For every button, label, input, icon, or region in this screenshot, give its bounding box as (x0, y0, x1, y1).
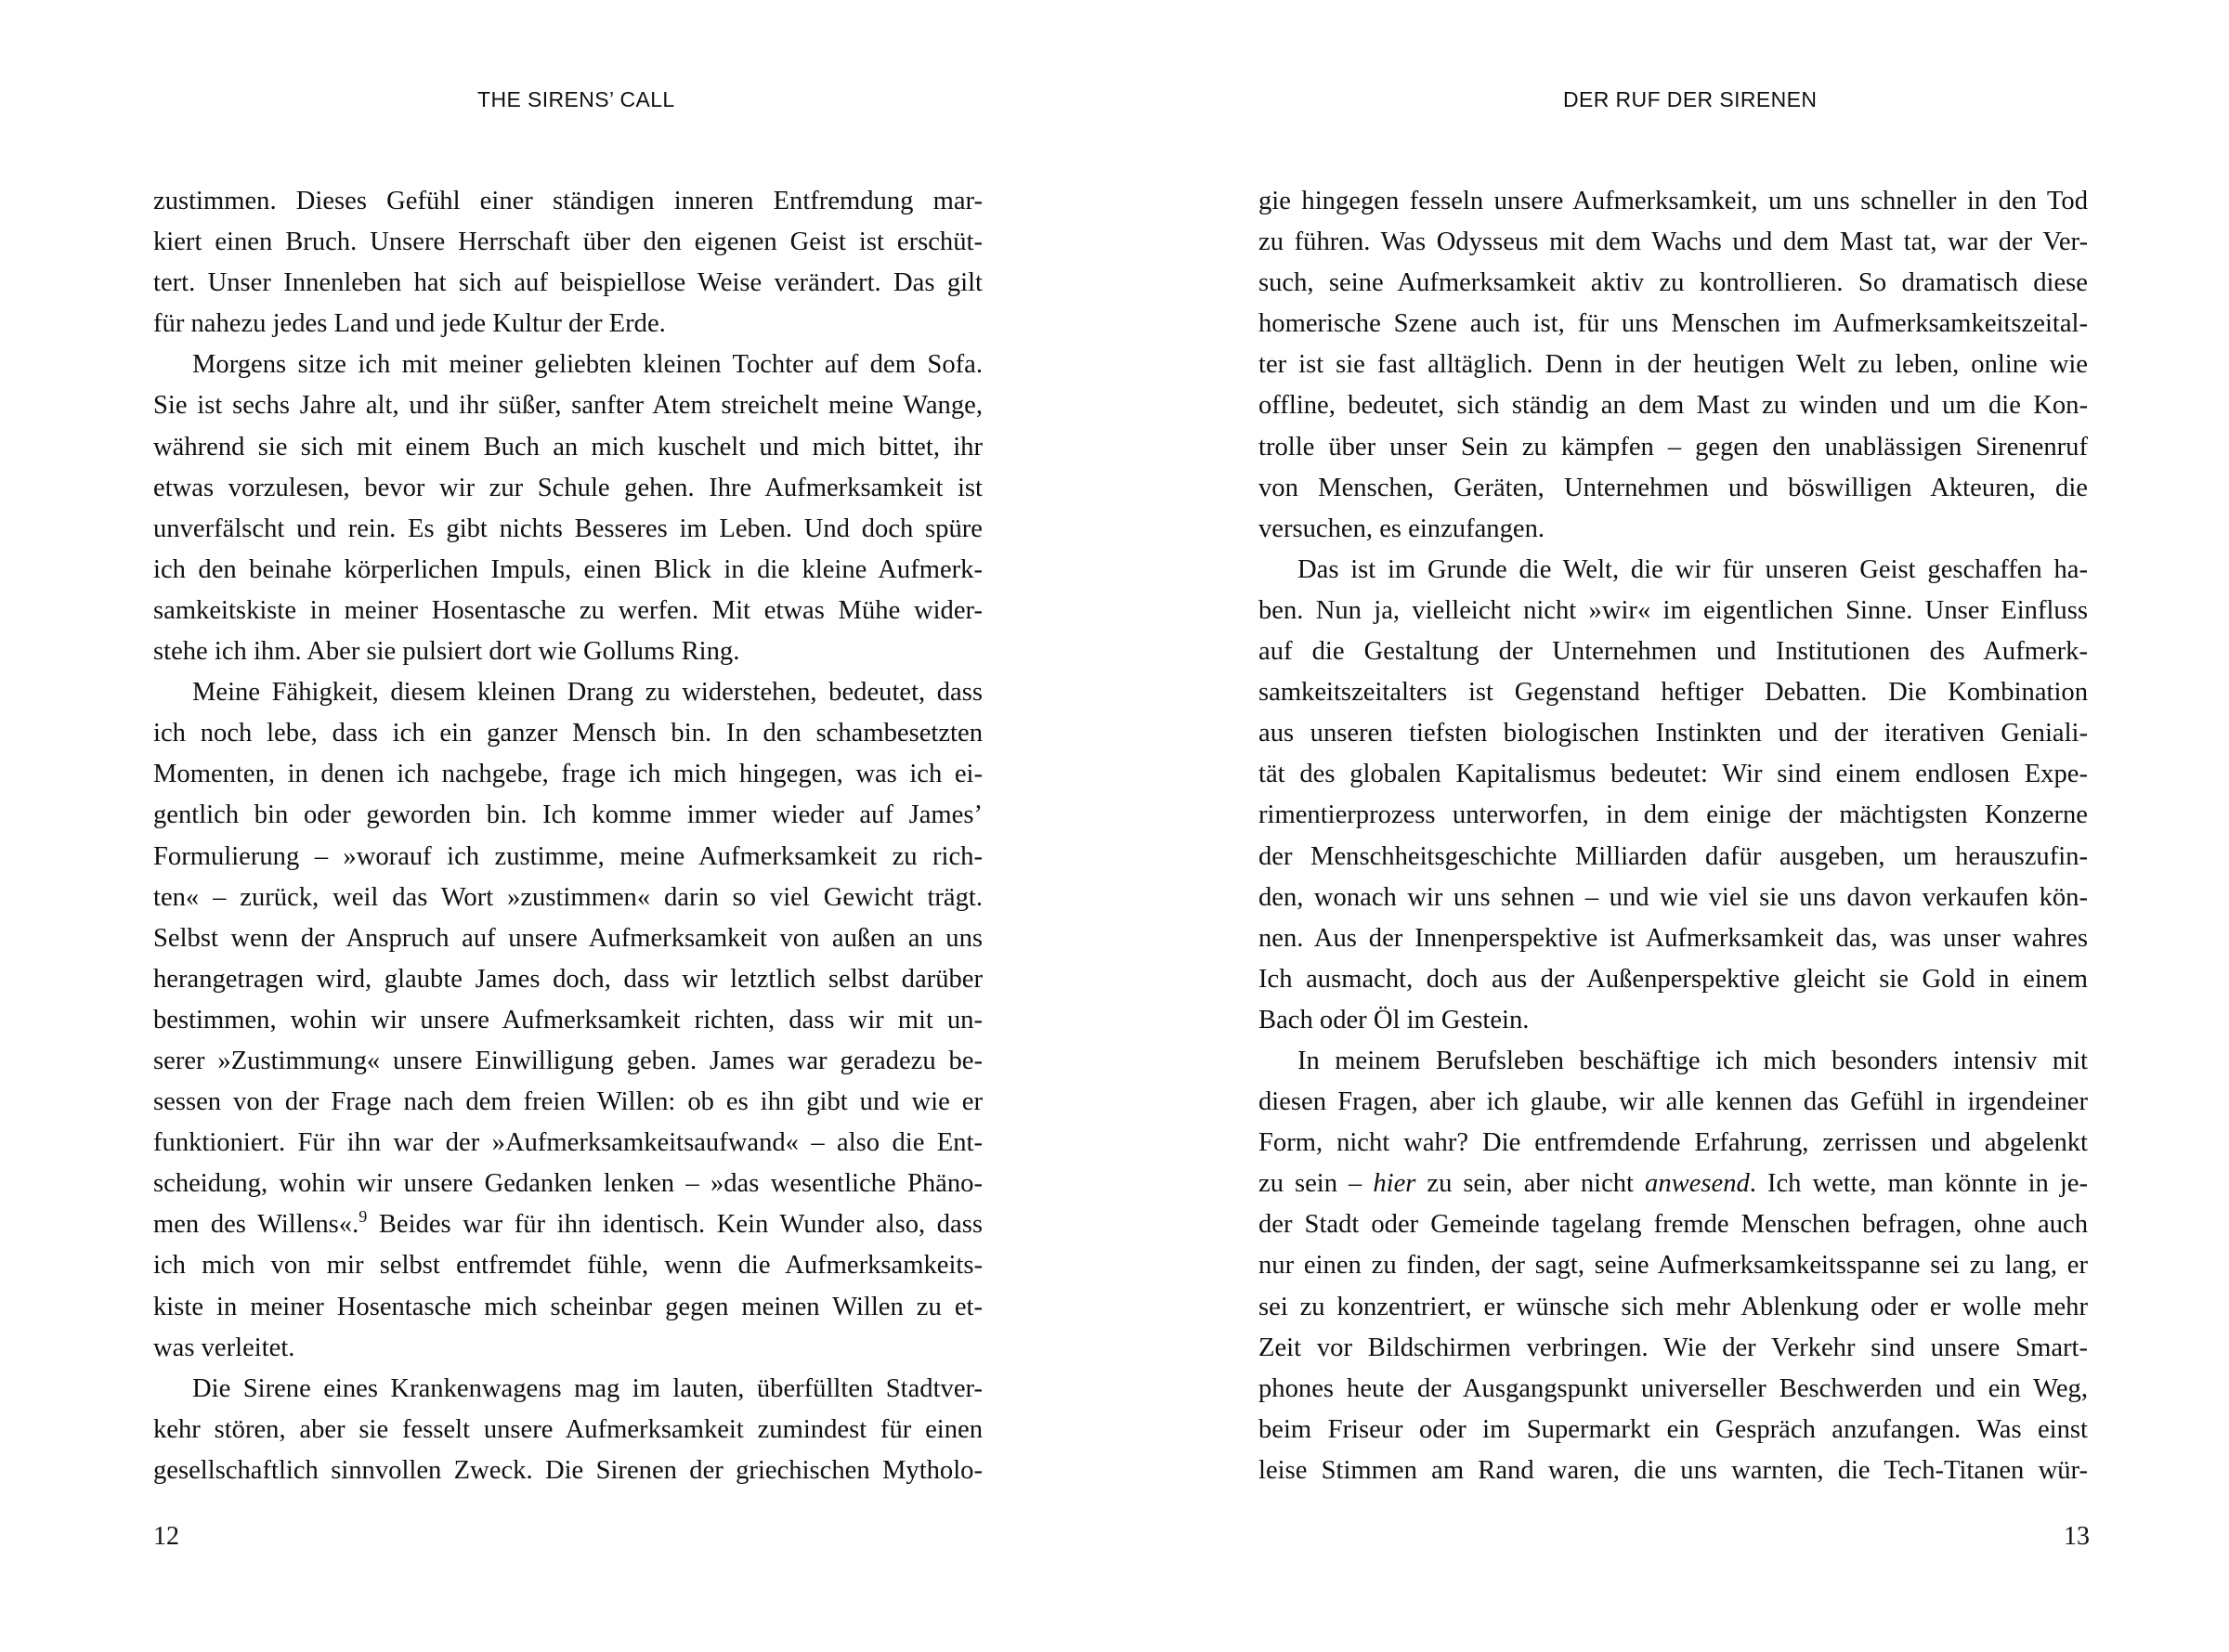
text-line: sessen von der Frage nach dem freien Willen: ob es ihn gibt und wie er (153, 1087, 983, 1117)
text-fragment: zu sein, aber nicht (1415, 1169, 1646, 1199)
running-head: DER RUF DER SIRENEN (1563, 87, 1818, 111)
text-line: Form, nicht wahr? Die entfremdende Erfahrung, zerrissen und abgelenkt (1258, 1128, 2088, 1158)
text-line: tät des globalen Kapitalismus bedeutet: Wir sind einem endlosen Expe- (1258, 760, 2088, 789)
text-line: nur einen zu finden, der sagt, seine Aufmerksamkeitsspanne sei zu lang, er (1258, 1251, 2088, 1281)
text-line: ten« – zurück, weil das Wort »zustimmen« darin so viel Gewicht trägt. (153, 882, 983, 912)
text-fragment: zu sein – (1258, 1169, 1374, 1199)
text-line: Die Sirene eines Krankenwagens mag im lauten, überfüllten Stadtver- (192, 1373, 983, 1403)
text-line (153, 1204, 983, 1245)
text-line: unverfälscht und rein. Es gibt nichts Besseres im Leben. Und doch spüre (153, 514, 983, 543)
text-line: der Stadt oder Gemeinde tagelang fremde Menschen befragen, ohne auch (1258, 1210, 2088, 1240)
italic-emphasis: anwesend (1645, 1169, 1750, 1199)
text-line: Sie ist sechs Jahre alt, und ihr süßer, sanfter Atem streichelt meine Wange, (153, 391, 983, 421)
text-line: kiste in meiner Hosentasche mich scheinbar gegen meinen Willen zu et- (153, 1292, 983, 1321)
text-line: Zeit vor Bildschirmen verbringen. Wie der Verkehr sind unsere Smart- (1258, 1333, 2088, 1362)
text-line: zu führen. Was Odysseus mit dem Wachs und dem Mast tat, war der Ver- (1258, 228, 2088, 257)
text-line: Selbst wenn der Anspruch auf unsere Aufmerksamkeit von außen an uns (153, 923, 983, 953)
text-line: phones heute der Ausgangspunkt universeller Beschwerden und ein Weg, (1258, 1373, 2088, 1403)
text-line: scheidung, wohin wir unsere Gedanken lenken – »das wesentliche Phäno- (153, 1169, 983, 1199)
text-line: Meine Fähigkeit, diesem kleinen Drang zu widerstehen, bedeutet, dass (192, 678, 983, 708)
text-line: bestimmen, wohin wir unsere Aufmerksamkeit richten, dass wir mit un- (153, 1005, 983, 1034)
text-line: aus unseren tiefsten biologischen Instinkten und der iterativen Geniali- (1258, 719, 2088, 748)
text-line: ich den beinahe körperlichen Impuls, einen Blick in die kleine Aufmerk- (153, 554, 983, 584)
left-page (0, 0, 1114, 1652)
text-line: leise Stimmen am Rand waren, die uns warnten, die Tech-Titanen wür- (1258, 1455, 2088, 1485)
body-text (153, 181, 983, 1491)
running-head: THE SIRENS’ CALL (477, 87, 675, 111)
text-line: von Menschen, Geräten, Unternehmen und böswilligen Akteuren, die (1258, 473, 2088, 502)
text-fragment: . Ich wette, man könnte in je- (1749, 1169, 2088, 1199)
text-line: diesen Fragen, aber ich glaube, wir alle kennen das Gefühl in irgendeiner (1258, 1087, 2088, 1117)
text-line: zustimmen. Dieses Gefühl einer ständigen inneren Entfremdung mar- (153, 187, 983, 215)
text-line: sei zu konzentriert, er wünsche sich mehr Ablenkung oder er wolle mehr (1258, 1292, 2088, 1321)
text-line: tert. Unser Innenleben hat sich auf beispiellose Weise verändert. Das gilt (153, 268, 983, 298)
text-line: den, wonach wir uns sehnen – und wie viel sie uns davon verkaufen kön- (1258, 882, 2088, 912)
text-line: ich noch lebe, dass ich ein ganzer Mensch bin. In den schambesetzten (153, 719, 983, 748)
text-line: stehe ich ihm. Aber sie pulsiert dort wie Gollums Ring. (153, 637, 740, 667)
text-line: Momenten, in denen ich nachgebe, frage ich mich hingegen, was ich ei- (153, 760, 983, 789)
text-line: Bach oder Öl im Gestein. (1258, 1005, 1530, 1034)
text-fragment: men des Willens«. (153, 1210, 359, 1240)
right-page (1114, 0, 2229, 1652)
text-line: was verleitet. (153, 1333, 295, 1362)
text-line: Ich ausmacht, doch aus der Außenperspektive gleicht sie Gold in einem (1258, 964, 2088, 994)
footnote-reference[interactable]: 9 (358, 1207, 368, 1227)
text-line: homerische Szene auch ist, für uns Menschen im Aufmerksamkeitszeital- (1258, 309, 2088, 339)
text-line: der Menschheitsgeschichte Milliarden dafür ausgeben, um herauszufin- (1258, 841, 2088, 871)
text-line: gesellschaftlich sinnvollen Zweck. Die Sirenen der griechischen Mytholo- (153, 1455, 983, 1485)
text-line: beim Friseur oder im Supermarkt ein Gespräch anzufangen. Was einst (1258, 1414, 2088, 1444)
italic-emphasis: hier (1373, 1169, 1416, 1199)
text-line: In meinem Berufsleben beschäftige ich mich besonders intensiv mit (1297, 1046, 2088, 1075)
text-line: funktioniert. Für ihn war der »Aufmerksamkeitsaufwand« – also die Ent- (153, 1128, 983, 1158)
text-line: rimentierprozess unterworfen, in dem einige der mächtigsten Konzerne (1258, 800, 2088, 830)
text-line: gie hingegen fesseln unsere Aufmerksamkeit, um uns schneller in den Tod (1258, 187, 2088, 215)
text-line: versuchen, es einzufangen. (1258, 514, 1545, 543)
text-line (1258, 1164, 2088, 1204)
text-line: ter ist sie fast alltäglich. Denn in der heutigen Welt zu leben, online wie (1258, 350, 2088, 380)
text-line: serer »Zustimmung« unsere Einwilligung geben. James war geradezu be- (153, 1046, 983, 1075)
text-line: auf die Gestaltung der Unternehmen und Institutionen des Aufmerk- (1258, 637, 2088, 667)
text-line: samkeitszeitalters ist Gegenstand heftiger Debatten. Die Kombination (1258, 678, 2088, 708)
text-line: für nahezu jedes Land und jede Kultur der Erde. (153, 309, 666, 339)
text-line: nen. Aus der Innenperspektive ist Aufmerksamkeit das, was unser wahres (1258, 923, 2088, 953)
page-number: 12 (153, 1522, 179, 1551)
text-line: kehr stören, aber sie fesselt unsere Aufmerksamkeit zumindest für einen (153, 1414, 983, 1444)
text-line: ben. Nun ja, vielleicht nicht »wir« im eigentlichen Sinne. Unser Einfluss (1258, 595, 2088, 625)
page-number: 13 (2064, 1522, 2090, 1551)
text-line: trolle über unser Sein zu kämpfen – gegen den unablässigen Sirenenruf (1258, 432, 2088, 462)
text-line: kiert einen Bruch. Unsere Herrschaft über den eigenen Geist ist erschüt- (153, 228, 983, 257)
text-line: ich mich von mir selbst entfremdet fühle, wenn die Aufmerksamkeits- (153, 1251, 983, 1281)
text-line: herangetragen wird, glaubte James doch, dass wir letztlich selbst darüber (153, 964, 983, 994)
text-line: samkeitskiste in meiner Hosentasche zu werfen. Mit etwas Mühe wider- (153, 595, 983, 625)
body-text (1258, 181, 2088, 1491)
text-line: such, seine Aufmerksamkeit aktiv zu kontrollieren. So dramatisch diese (1258, 268, 2088, 298)
text-line: während sie sich mit einem Buch an mich kuschelt und mich bittet, ihr (153, 432, 983, 462)
text-line: Formulierung – »worauf ich zustimme, meine Aufmerksamkeit zu rich- (153, 841, 983, 871)
text-line: Das ist im Grunde die Welt, die wir für unseren Geist geschaffen ha- (1297, 554, 2088, 584)
text-line: gentlich bin oder geworden bin. Ich komme immer wieder auf James’ (153, 800, 983, 830)
text-line: etwas vorzulesen, bevor wir zur Schule gehen. Ihre Aufmerksamkeit ist (153, 473, 983, 502)
text-fragment: Beides war für ihn identisch. Kein Wunder also, dass (367, 1210, 983, 1240)
text-line: offline, bedeutet, sich ständig an dem Mast zu winden und um die Kon- (1258, 391, 2088, 421)
text-line: Morgens sitze ich mit meiner geliebten kleinen Tochter auf dem Sofa. (192, 350, 983, 380)
